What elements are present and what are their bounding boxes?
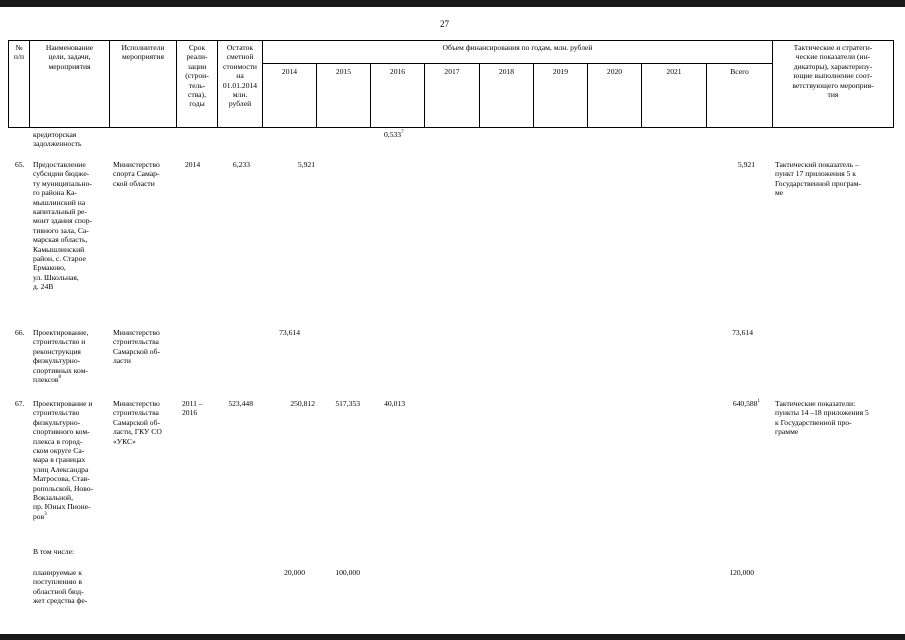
row65-total: 5,921	[737, 160, 755, 169]
row-planned-name: планируемые к поступлению в областной бюд- жет средства фе-	[33, 568, 88, 606]
grid-col-15	[893, 40, 894, 128]
row65-name: Предоставление субсидии бюдже- ту муниципально- го района Ка- мышлинский на капитальный ре- монт здания спор- тивного зала, Са- марская область, Камышлинский район, с. Старое Ермаково, ул. Школьная, д. 24В	[33, 160, 93, 292]
row66-2014: 73,614	[279, 328, 300, 337]
header-no: № п/п	[13, 43, 25, 62]
years-rule	[262, 63, 772, 64]
year-2014: 2014	[281, 67, 298, 76]
year-2021: 2021	[666, 67, 682, 76]
header-funding: Объем финансирования по годам, млн. рублей	[442, 43, 593, 52]
row66-executor: Министерство строительства Самарской об- ласти	[113, 328, 160, 366]
header-indicators: Тактические и стратеги- ческие показатели (ин- дикаторы), характеризу- ющие выполнение соот- ветствующего мероприя- тия	[792, 43, 874, 100]
page-number: 27	[440, 19, 449, 29]
row67-remaining: 523,448	[228, 399, 253, 408]
row66-total: 73,614	[732, 328, 753, 337]
top-border	[0, 0, 905, 7]
year-total: Всего	[730, 67, 749, 76]
row65-remaining: 6,233	[232, 160, 250, 169]
row-including-label: В том числе:	[33, 547, 75, 556]
row-debt-name: кредиторская задолженность	[33, 130, 82, 149]
header-bottom-rule	[8, 127, 893, 128]
header-executors: Исполнители мероприятия	[121, 43, 165, 62]
row67-executor: Министерство строительства Самарской об- ласти, ГКУ СО «УКС»	[113, 399, 162, 446]
row65-executor: Министерство спорта Самар- ской области	[113, 160, 160, 188]
row65-no: 65.	[15, 160, 25, 169]
row65-term: 2014	[185, 160, 201, 169]
year-2020: 2020	[606, 67, 623, 76]
row67-2014: 250,812	[290, 399, 315, 408]
row67-no: 67.	[15, 399, 25, 408]
year-2017: 2017	[444, 67, 460, 76]
year-2018: 2018	[498, 67, 515, 76]
row67-2016: 40,013	[384, 399, 405, 408]
row66-no: 66.	[15, 328, 25, 337]
row66-name: Проектирование, строительство и реконструкция физкультурно- спортивных ком- плексов$^8$	[33, 328, 89, 385]
year-2015: 2015	[335, 67, 352, 76]
row67-2015: 517,353	[335, 399, 360, 408]
row67-total: 640,588$^1$	[732, 399, 760, 408]
row-debt-2016: 0,533$^7$	[384, 130, 404, 139]
header-name: Наименование цели, задачи, мероприятия	[45, 43, 94, 71]
year-2019: 2019	[552, 67, 569, 76]
row-planned-2014: 20,000	[284, 568, 305, 577]
row67-term: 2011 – 2016	[182, 399, 203, 418]
row67-indicators: Тактические показатели: пункты 14 –18 приложения 5 к Государственной про- грамме	[775, 399, 869, 437]
row65-indicators: Тактический показатель – пункт 17 приложения 5 к Государственной програм- ме	[775, 160, 862, 198]
table-top-rule	[8, 40, 893, 41]
row-planned-total: 120,000	[729, 568, 754, 577]
header-term: Срок реали- зации (строи- тель- ства), годы	[185, 43, 209, 109]
bottom-border	[0, 634, 905, 640]
row67-name: Проектирование и строительство физкультурно- спортивного ком- плекса в город- ском округе Са- мара в границах улиц Александра Матросова, Став- ропольской, Ново- Вокзальной, пр. Юных Пионе- ров$^3$	[33, 399, 94, 521]
row-planned-2015: 100,000	[335, 568, 360, 577]
year-2016: 2016	[389, 67, 406, 76]
header-remaining-cost: Остаток сметной стоимости на 01.01.2014 млн. рублей	[222, 43, 258, 109]
row65-2014: 5,921	[297, 160, 315, 169]
grid-col-5	[262, 40, 263, 128]
